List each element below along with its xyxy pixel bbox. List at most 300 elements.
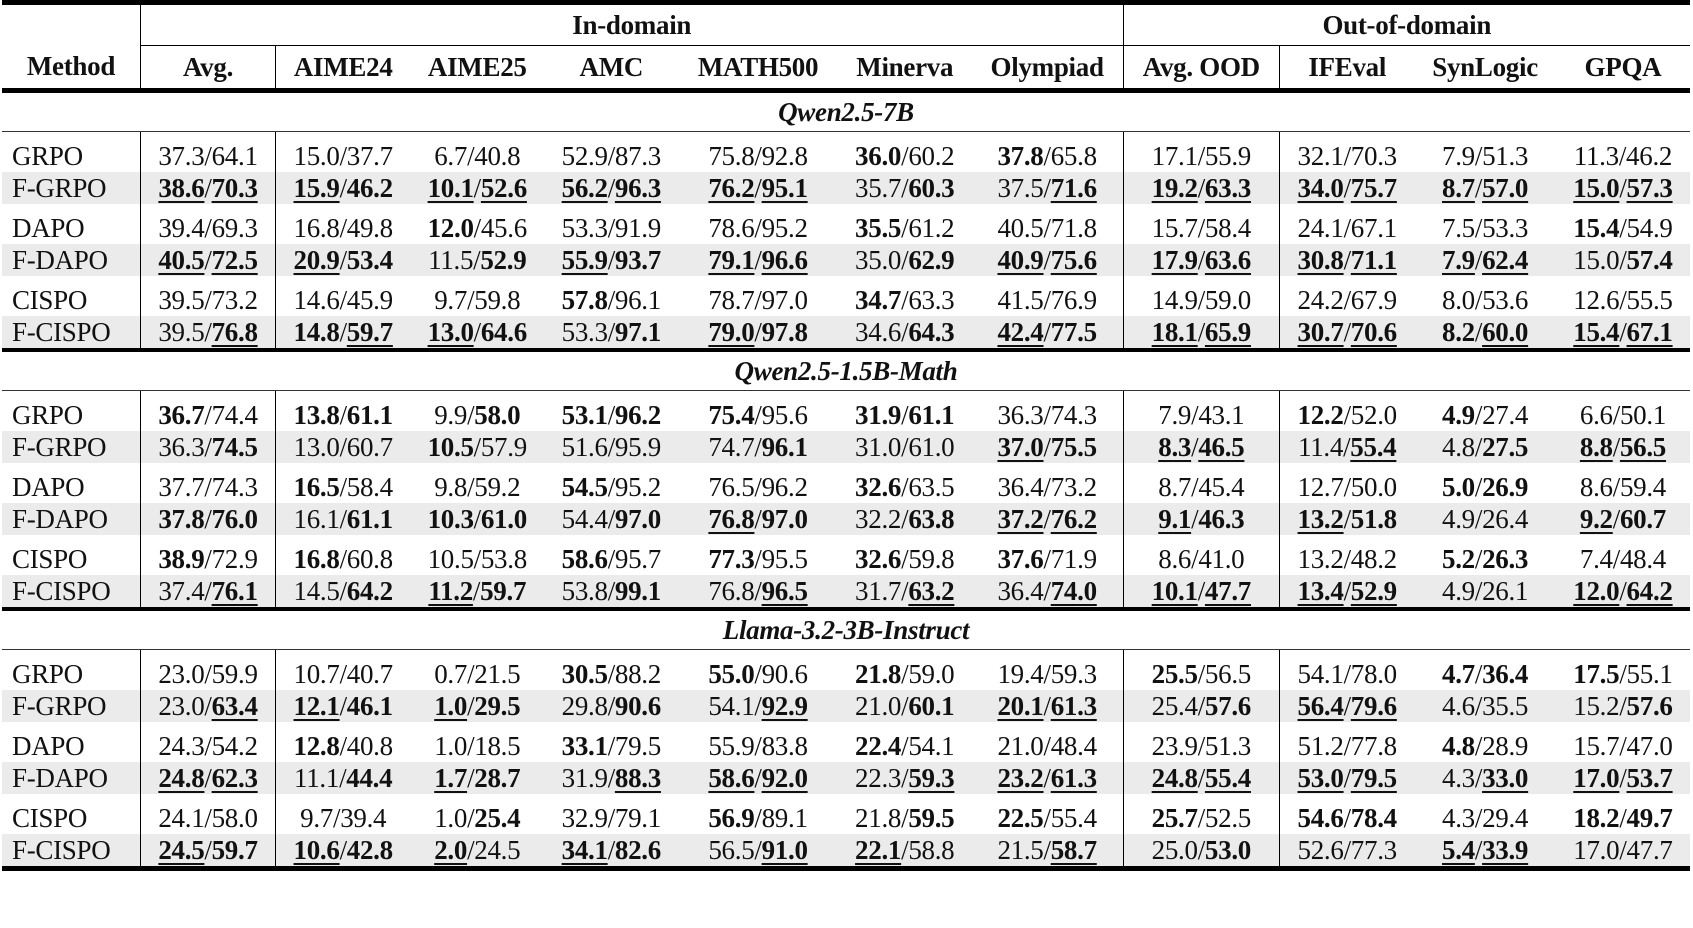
score-value: 62.9 — [908, 244, 955, 275]
score-value: 37.8 — [158, 503, 205, 534]
score-cell — [140, 391, 275, 432]
score-separator: / — [204, 834, 212, 865]
score-separator: / — [1619, 244, 1627, 275]
score-cell — [678, 690, 837, 722]
score-value: 11.5 — [428, 244, 474, 275]
score-separator: / — [607, 399, 615, 430]
score-value: 15.7 — [1573, 730, 1620, 761]
score-value: 40.7 — [346, 658, 393, 689]
score-separator: / — [1343, 762, 1351, 793]
score-value: 32.6 — [855, 543, 902, 574]
score-value: 36.4 — [997, 575, 1044, 606]
score-value: 49.8 — [346, 212, 393, 243]
score-cell — [678, 794, 837, 834]
score-separator: / — [1343, 503, 1351, 534]
score-separator: / — [204, 762, 212, 793]
score-value: 41.5 — [997, 284, 1044, 315]
score-cell — [972, 834, 1123, 869]
score-value: 23.0 — [158, 658, 205, 689]
score-value: 57.6 — [1626, 690, 1673, 721]
table-row — [2, 650, 1690, 691]
score-value: 6.7 — [434, 140, 468, 171]
score-separator: / — [901, 212, 909, 243]
score-value: 13.2 — [1297, 543, 1344, 574]
out-of-domain-header: Out-of-domain — [1123, 3, 1690, 46]
score-value: 53.7 — [1626, 762, 1673, 793]
score-value: 76.1 — [211, 575, 258, 606]
score-value: 60.2 — [908, 140, 955, 171]
score-cell — [140, 463, 275, 503]
score-value: 63.3 — [1204, 172, 1251, 203]
score-value: 49.7 — [1626, 802, 1673, 833]
score-separator: / — [339, 316, 347, 347]
score-value: 32.6 — [855, 471, 902, 502]
score-separator: / — [1343, 690, 1351, 721]
score-value: 78.6 — [708, 212, 755, 243]
score-separator: / — [339, 658, 347, 689]
score-value: 4.3 — [1442, 802, 1475, 833]
score-cell — [276, 650, 411, 691]
score-value: 76.2 — [708, 172, 755, 203]
score-separator: / — [754, 316, 762, 347]
score-cell — [410, 762, 544, 794]
score-separator: / — [1343, 802, 1351, 833]
score-value: 96.2 — [614, 399, 661, 430]
score-value: 53.1 — [561, 399, 608, 430]
score-value: 40.9 — [997, 244, 1044, 275]
score-cell — [410, 535, 544, 575]
score-value: 57.0 — [1482, 172, 1529, 203]
score-cell — [1414, 834, 1556, 869]
score-separator: / — [339, 762, 347, 793]
score-value: 46.2 — [346, 172, 393, 203]
score-separator: / — [204, 730, 212, 761]
score-value: 76.5 — [708, 471, 755, 502]
score-value: 52.6 — [480, 172, 527, 203]
score-separator: / — [607, 543, 615, 574]
score-cell — [1414, 690, 1556, 722]
score-value: 40.5 — [158, 244, 205, 275]
score-value: 60.0 — [1482, 316, 1529, 347]
method-name: GRPO — [12, 658, 83, 689]
score-value: 54.1 — [908, 730, 955, 761]
score-value: 10.5 — [427, 431, 474, 462]
score-value: 54.6 — [1297, 802, 1344, 833]
model-name: Qwen2.5-7B — [2, 91, 1690, 132]
score-separator: / — [901, 575, 909, 606]
column-header-avg-ood: Avg. OOD — [1123, 46, 1280, 91]
score-value: 64.6 — [480, 316, 527, 347]
score-value: 40.8 — [474, 140, 521, 171]
table-row — [2, 316, 1690, 350]
score-cell — [544, 535, 678, 575]
score-value: 9.8 — [434, 471, 468, 502]
score-separator: / — [473, 431, 481, 462]
score-value: 4.3 — [1442, 762, 1475, 793]
score-separator: / — [339, 284, 347, 315]
score-separator: / — [901, 658, 909, 689]
score-separator: / — [473, 212, 481, 243]
score-value: 7.4 — [1579, 543, 1613, 574]
score-separator: / — [1612, 471, 1620, 502]
method-name: F-CISPO — [2, 834, 140, 869]
score-value: 46.1 — [346, 690, 393, 721]
score-value: 55.9 — [1204, 140, 1251, 171]
score-cell — [838, 834, 972, 869]
score-value: 13.4 — [1297, 575, 1344, 606]
score-separator: / — [754, 658, 762, 689]
score-value: 63.8 — [908, 503, 955, 534]
score-separator: / — [467, 658, 475, 689]
score-value: 8.2 — [1442, 316, 1475, 347]
score-value: 45.6 — [480, 212, 527, 243]
method-name: F-DAPO — [2, 762, 140, 794]
score-separator: / — [1619, 834, 1627, 865]
score-separator: / — [1043, 690, 1051, 721]
score-separator: / — [204, 503, 212, 534]
group-header-row — [2, 3, 1690, 46]
score-separator: / — [1474, 399, 1483, 430]
score-separator: / — [1343, 543, 1351, 574]
score-value: 97.0 — [761, 284, 808, 315]
score-separator: / — [204, 802, 212, 833]
score-value: 58.4 — [346, 471, 393, 502]
score-cell — [678, 316, 837, 350]
score-value: 17.0 — [1573, 834, 1620, 865]
score-value: 58.7 — [1050, 834, 1097, 865]
score-separator: / — [754, 471, 762, 502]
score-cell — [972, 463, 1123, 503]
score-cell — [410, 172, 544, 204]
score-value: 79.5 — [1350, 762, 1397, 793]
score-value: 59.7 — [346, 316, 393, 347]
score-separator: / — [1343, 730, 1351, 761]
score-value: 1.0 — [434, 730, 468, 761]
score-separator: / — [339, 543, 347, 574]
score-value: 95.9 — [614, 431, 661, 462]
score-value: 63.5 — [908, 471, 955, 502]
column-header-gpqa: GPQA — [1556, 46, 1690, 91]
score-value: 71.1 — [1350, 244, 1397, 275]
score-separator: / — [1191, 471, 1199, 502]
score-value: 67.1 — [1350, 212, 1397, 243]
score-value: 46.3 — [1198, 503, 1245, 534]
section-header — [2, 350, 1690, 391]
score-separator: / — [607, 575, 615, 606]
score-cell — [1280, 503, 1415, 535]
score-cell — [838, 690, 972, 722]
score-value: 12.1 — [293, 690, 340, 721]
score-value: 55.9 — [708, 730, 755, 761]
score-cell — [678, 391, 837, 432]
score-value: 32.2 — [855, 503, 902, 534]
score-value: 97.0 — [614, 503, 661, 534]
score-value: 13.2 — [1297, 503, 1344, 534]
score-value: 51.3 — [1482, 140, 1529, 171]
score-cell — [838, 503, 972, 535]
score-separator: / — [204, 471, 212, 502]
table-row — [2, 244, 1690, 276]
score-value: 39.5 — [158, 284, 205, 315]
score-value: 95.6 — [761, 399, 808, 430]
score-value: 63.4 — [211, 690, 258, 721]
score-cell — [1123, 463, 1280, 503]
score-value: 40.5 — [997, 212, 1044, 243]
score-value: 17.1 — [1151, 140, 1198, 171]
score-separator: / — [1474, 284, 1483, 315]
score-cell — [1556, 316, 1690, 350]
score-value: 0.7 — [434, 658, 468, 689]
score-cell — [1123, 794, 1280, 834]
score-value: 12.8 — [293, 730, 340, 761]
score-separator: / — [901, 543, 909, 574]
score-cell — [1280, 535, 1415, 575]
score-value: 53.0 — [1297, 762, 1344, 793]
score-value: 25.7 — [1151, 802, 1198, 833]
score-separator: / — [607, 316, 615, 347]
score-value: 31.9 — [855, 399, 902, 430]
score-separator: / — [339, 244, 347, 275]
score-separator: / — [204, 431, 212, 462]
score-value: 59.0 — [1204, 284, 1251, 315]
score-value: 55.0 — [708, 658, 755, 689]
score-value: 95.2 — [614, 471, 661, 502]
score-separator: / — [1619, 762, 1627, 793]
score-cell — [276, 762, 411, 794]
table-row — [2, 204, 1690, 244]
score-value: 79.5 — [614, 730, 661, 761]
score-value: 78.4 — [1350, 802, 1397, 833]
score-cell — [1556, 132, 1690, 173]
score-separator: / — [1043, 834, 1051, 865]
score-value: 63.6 — [1204, 244, 1251, 275]
score-separator: / — [1197, 244, 1205, 275]
score-value: 60.7 — [1619, 503, 1666, 534]
column-header-amc: AMC — [544, 46, 678, 91]
score-value: 54.1 — [708, 690, 755, 721]
score-value: 83.8 — [761, 730, 808, 761]
score-cell — [1123, 503, 1280, 535]
score-value: 5.4 — [1442, 834, 1475, 865]
column-header-olympiad: Olympiad — [972, 46, 1123, 91]
score-cell — [1556, 391, 1690, 432]
score-cell — [1556, 463, 1690, 503]
score-value: 53.6 — [1482, 284, 1529, 315]
score-value: 30.7 — [1297, 316, 1344, 347]
score-separator: / — [1474, 575, 1483, 606]
score-value: 96.3 — [614, 172, 661, 203]
score-separator: / — [1343, 834, 1351, 865]
score-cell — [678, 172, 837, 204]
score-value: 41.0 — [1198, 543, 1245, 574]
score-separator: / — [901, 431, 909, 462]
score-value: 8.0 — [1442, 284, 1475, 315]
score-separator: / — [1619, 802, 1627, 833]
score-value: 92.0 — [761, 762, 808, 793]
score-value: 56.2 — [561, 172, 608, 203]
score-separator: / — [901, 399, 909, 430]
score-cell — [544, 650, 678, 691]
score-separator: / — [1197, 834, 1205, 865]
score-cell — [1123, 316, 1280, 350]
score-cell — [838, 316, 972, 350]
score-separator: / — [1474, 503, 1483, 534]
score-value: 54.5 — [561, 471, 608, 502]
score-separator: / — [339, 575, 347, 606]
score-value: 62.3 — [211, 762, 258, 793]
score-cell — [678, 575, 837, 609]
score-cell — [1123, 722, 1280, 762]
table-row — [2, 276, 1690, 316]
score-value: 96.1 — [614, 284, 661, 315]
score-cell — [410, 575, 544, 609]
score-separator: / — [1043, 575, 1051, 606]
score-separator: / — [754, 730, 762, 761]
score-value: 52.5 — [1204, 802, 1251, 833]
method-name: GRPO — [12, 140, 83, 171]
score-value: 37.2 — [997, 503, 1044, 534]
score-value: 15.9 — [293, 172, 340, 203]
score-separator: / — [754, 284, 762, 315]
score-separator: / — [473, 543, 481, 574]
score-separator: / — [754, 834, 762, 865]
method-name: GRPO — [12, 399, 83, 430]
score-cell — [838, 722, 972, 762]
score-cell — [1123, 431, 1280, 463]
score-cell — [1556, 762, 1690, 794]
score-separator: / — [1343, 172, 1351, 203]
score-value: 24.3 — [158, 730, 205, 761]
score-separator: / — [1612, 399, 1620, 430]
score-value: 22.5 — [997, 802, 1044, 833]
score-cell — [276, 794, 411, 834]
score-value: 6.6 — [1579, 399, 1613, 430]
score-value: 38.6 — [158, 172, 205, 203]
score-value: 36.3 — [997, 399, 1044, 430]
score-cell — [544, 794, 678, 834]
table-row — [2, 762, 1690, 794]
score-separator: / — [901, 503, 909, 534]
score-value: 74.3 — [211, 471, 258, 502]
score-separator: / — [1474, 690, 1483, 721]
score-cell — [1123, 244, 1280, 276]
score-value: 64.2 — [1626, 575, 1673, 606]
score-separator: / — [1474, 316, 1483, 347]
score-value: 60.7 — [346, 431, 393, 462]
score-value: 4.8 — [1442, 431, 1475, 462]
score-cell — [1280, 316, 1415, 350]
score-cell — [544, 834, 678, 869]
score-cell — [544, 132, 678, 173]
score-separator: / — [204, 543, 212, 574]
score-value: 5.0 — [1442, 471, 1475, 502]
score-separator: / — [1619, 212, 1627, 243]
score-value: 61.3 — [1050, 690, 1097, 721]
score-separator: / — [1343, 316, 1351, 347]
score-value: 78.7 — [708, 284, 755, 315]
score-value: 24.8 — [1151, 762, 1198, 793]
score-value: 12.6 — [1573, 284, 1620, 315]
score-cell — [1123, 391, 1280, 432]
score-separator: / — [607, 140, 615, 171]
score-value: 71.8 — [1050, 212, 1097, 243]
score-value: 52.9 — [480, 244, 527, 275]
score-value: 10.5 — [427, 543, 474, 574]
score-separator: / — [1043, 244, 1051, 275]
score-value: 34.0 — [1297, 172, 1344, 203]
score-value: 60.3 — [908, 172, 955, 203]
table-row — [2, 535, 1690, 575]
score-value: 95.5 — [761, 543, 808, 574]
score-separator: / — [1343, 140, 1351, 171]
column-header-math500: MATH500 — [678, 46, 837, 91]
score-value: 12.7 — [1297, 471, 1344, 502]
score-separator: / — [204, 575, 212, 606]
in-domain-header: In-domain — [140, 3, 1123, 46]
score-cell — [972, 503, 1123, 535]
score-value: 18.5 — [474, 730, 521, 761]
score-value: 61.3 — [1050, 762, 1097, 793]
score-value: 88.3 — [614, 762, 661, 793]
score-separator: / — [901, 316, 909, 347]
score-value: 90.6 — [761, 658, 808, 689]
score-value: 58.6 — [561, 543, 608, 574]
score-cell — [972, 391, 1123, 432]
score-value: 60.8 — [346, 543, 393, 574]
score-cell — [1123, 834, 1280, 869]
score-value: 97.8 — [761, 316, 808, 347]
score-separator: / — [1612, 503, 1620, 534]
score-value: 62.4 — [1482, 244, 1529, 275]
score-value: 53.0 — [1204, 834, 1251, 865]
score-cell — [1123, 172, 1280, 204]
score-value: 24.2 — [1297, 284, 1344, 315]
score-cell — [1414, 650, 1556, 691]
score-cell — [544, 463, 678, 503]
score-value: 55.4 — [1050, 802, 1097, 833]
score-value: 70.6 — [1350, 316, 1397, 347]
score-separator: / — [1612, 431, 1620, 462]
score-cell — [140, 690, 275, 722]
score-separator: / — [1197, 575, 1205, 606]
score-separator: / — [1619, 284, 1627, 315]
section-header — [2, 91, 1690, 132]
score-value: 71.9 — [1050, 543, 1097, 574]
score-separator: / — [204, 212, 212, 243]
score-separator: / — [467, 834, 475, 865]
score-cell — [140, 762, 275, 794]
score-cell — [544, 316, 678, 350]
score-value: 24.5 — [474, 834, 521, 865]
score-value: 22.1 — [855, 834, 902, 865]
score-cell — [838, 391, 972, 432]
score-cell — [838, 535, 972, 575]
score-value: 15.2 — [1573, 690, 1620, 721]
score-value: 34.7 — [855, 284, 902, 315]
score-value: 52.9 — [561, 140, 608, 171]
score-value: 24.8 — [158, 762, 205, 793]
score-separator: / — [1197, 762, 1205, 793]
score-value: 76.0 — [211, 503, 258, 534]
score-value: 79.1 — [614, 802, 661, 833]
score-cell — [838, 132, 972, 173]
score-value: 23.0 — [158, 690, 205, 721]
method-name: F-CISPO — [2, 575, 140, 609]
score-value: 13.8 — [293, 399, 340, 430]
score-cell — [1556, 276, 1690, 316]
score-cell — [140, 431, 275, 463]
score-separator: / — [1043, 730, 1051, 761]
